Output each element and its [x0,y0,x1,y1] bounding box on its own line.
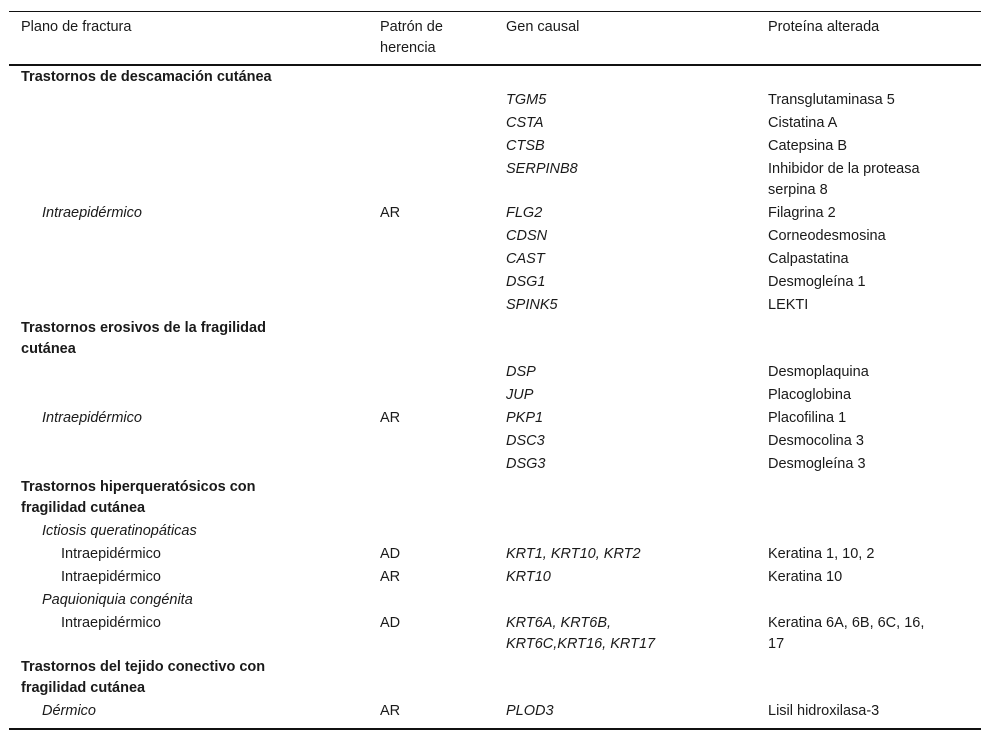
pattern-cell: AR [380,703,401,719]
gene-cell: SERPINB8 [506,161,578,177]
plane-cell: Intraepidérmico [61,546,161,562]
plane-cell: Dérmico [42,703,96,719]
gene-cell: KRT1, KRT10, KRT2 [506,546,641,562]
pattern-cell: AD [380,546,401,562]
protein-cell: Transglutaminasa 5 [768,92,895,108]
gene-cell: TGM5 [506,92,547,108]
header-inheritance-line1: Patrón de [380,19,443,35]
protein-cell: Catepsina B [768,138,847,154]
protein-cell: Cistatina A [768,115,838,131]
protein-cell: Calpastatina [768,251,849,267]
header-fracture-plane: Plano de fractura [21,19,132,35]
protein-cell: Placofilina 1 [768,410,847,426]
protein-cell: Desmogleína 3 [768,456,866,472]
gene-cell: DSP [506,364,536,380]
subsection-title: Paquioniquia congénita [42,592,193,608]
header-altered-protein: Proteína alterada [768,19,880,35]
gene-cell: KRT10 [506,569,551,585]
plane-cell: Intraepidérmico [61,569,161,585]
pattern-cell: AD [380,615,401,631]
section-title-line: Trastornos hiperqueratósicos con [21,479,256,495]
gene-cell: DSC3 [506,433,545,449]
gene-line: KRT6A, KRT6B, [506,615,612,631]
protein-cell: Keratina 10 [768,569,843,585]
section-title-line: Trastornos del tejido conectivo con [21,659,266,675]
protein-cell: Desmocolina 3 [768,433,864,449]
gene-cell: PLOD3 [506,703,554,719]
section-title: Trastornos de descamación cutánea [21,69,272,85]
gene-cell: DSG1 [506,274,546,290]
section-title-line: Trastornos erosivos de la fragilidad [21,320,266,336]
pattern-cell: AR [380,205,401,221]
protein-cell [768,159,920,201]
gene-cell [506,613,655,655]
section-title [21,657,265,699]
protein-cell: Desmoplaquina [768,364,869,380]
protein-cell: Keratina 1, 10, 2 [768,546,875,562]
plane-cell: Intraepidérmico [61,615,161,631]
protein-cell: Desmogleína 1 [768,274,866,290]
protein-line: serpina 8 [768,182,828,198]
protein-cell [768,613,924,655]
header-inheritance-line2: herencia [380,40,436,56]
header-inheritance-pattern [380,17,443,59]
pattern-cell: AR [380,569,401,585]
section-title-line: cutánea [21,341,76,357]
gene-cell: DSG3 [506,456,546,472]
gene-cell: FLG2 [506,205,543,221]
table-top-rule [9,11,981,12]
protein-cell: Placoglobina [768,387,852,403]
table-bottom-rule [9,728,981,730]
plane-cell: Intraepidérmico [42,410,142,426]
section-title-line: fragilidad cutánea [21,500,146,516]
gene-cell: CTSB [506,138,545,154]
plane-cell: Intraepidérmico [42,205,142,221]
pattern-cell: AR [380,410,401,426]
gene-cell: PKP1 [506,410,544,426]
gene-cell: JUP [506,387,534,403]
section-title-line: fragilidad cutánea [21,680,146,696]
protein-line: Inhibidor de la proteasa [768,161,920,177]
protein-cell: LEKTI [768,297,809,313]
gene-line: KRT6C,KRT16, KRT17 [506,636,656,652]
section-title [21,318,266,360]
table-header-rule [9,64,981,66]
section-title [21,477,255,519]
gene-cell: CDSN [506,228,548,244]
header-causal-gene: Gen causal [506,19,580,35]
gene-cell: CSTA [506,115,544,131]
gene-cell: CAST [506,251,545,267]
protein-cell: Filagrina 2 [768,205,836,221]
gene-cell: SPINK5 [506,297,558,313]
protein-line: 17 [768,636,785,652]
protein-cell: Lisil hidroxilasa-3 [768,703,880,719]
protein-cell: Corneodesmosina [768,228,886,244]
subsection-title: Ictiosis queratinopáticas [42,523,197,539]
protein-line: Keratina 6A, 6B, 6C, 16, [768,615,925,631]
